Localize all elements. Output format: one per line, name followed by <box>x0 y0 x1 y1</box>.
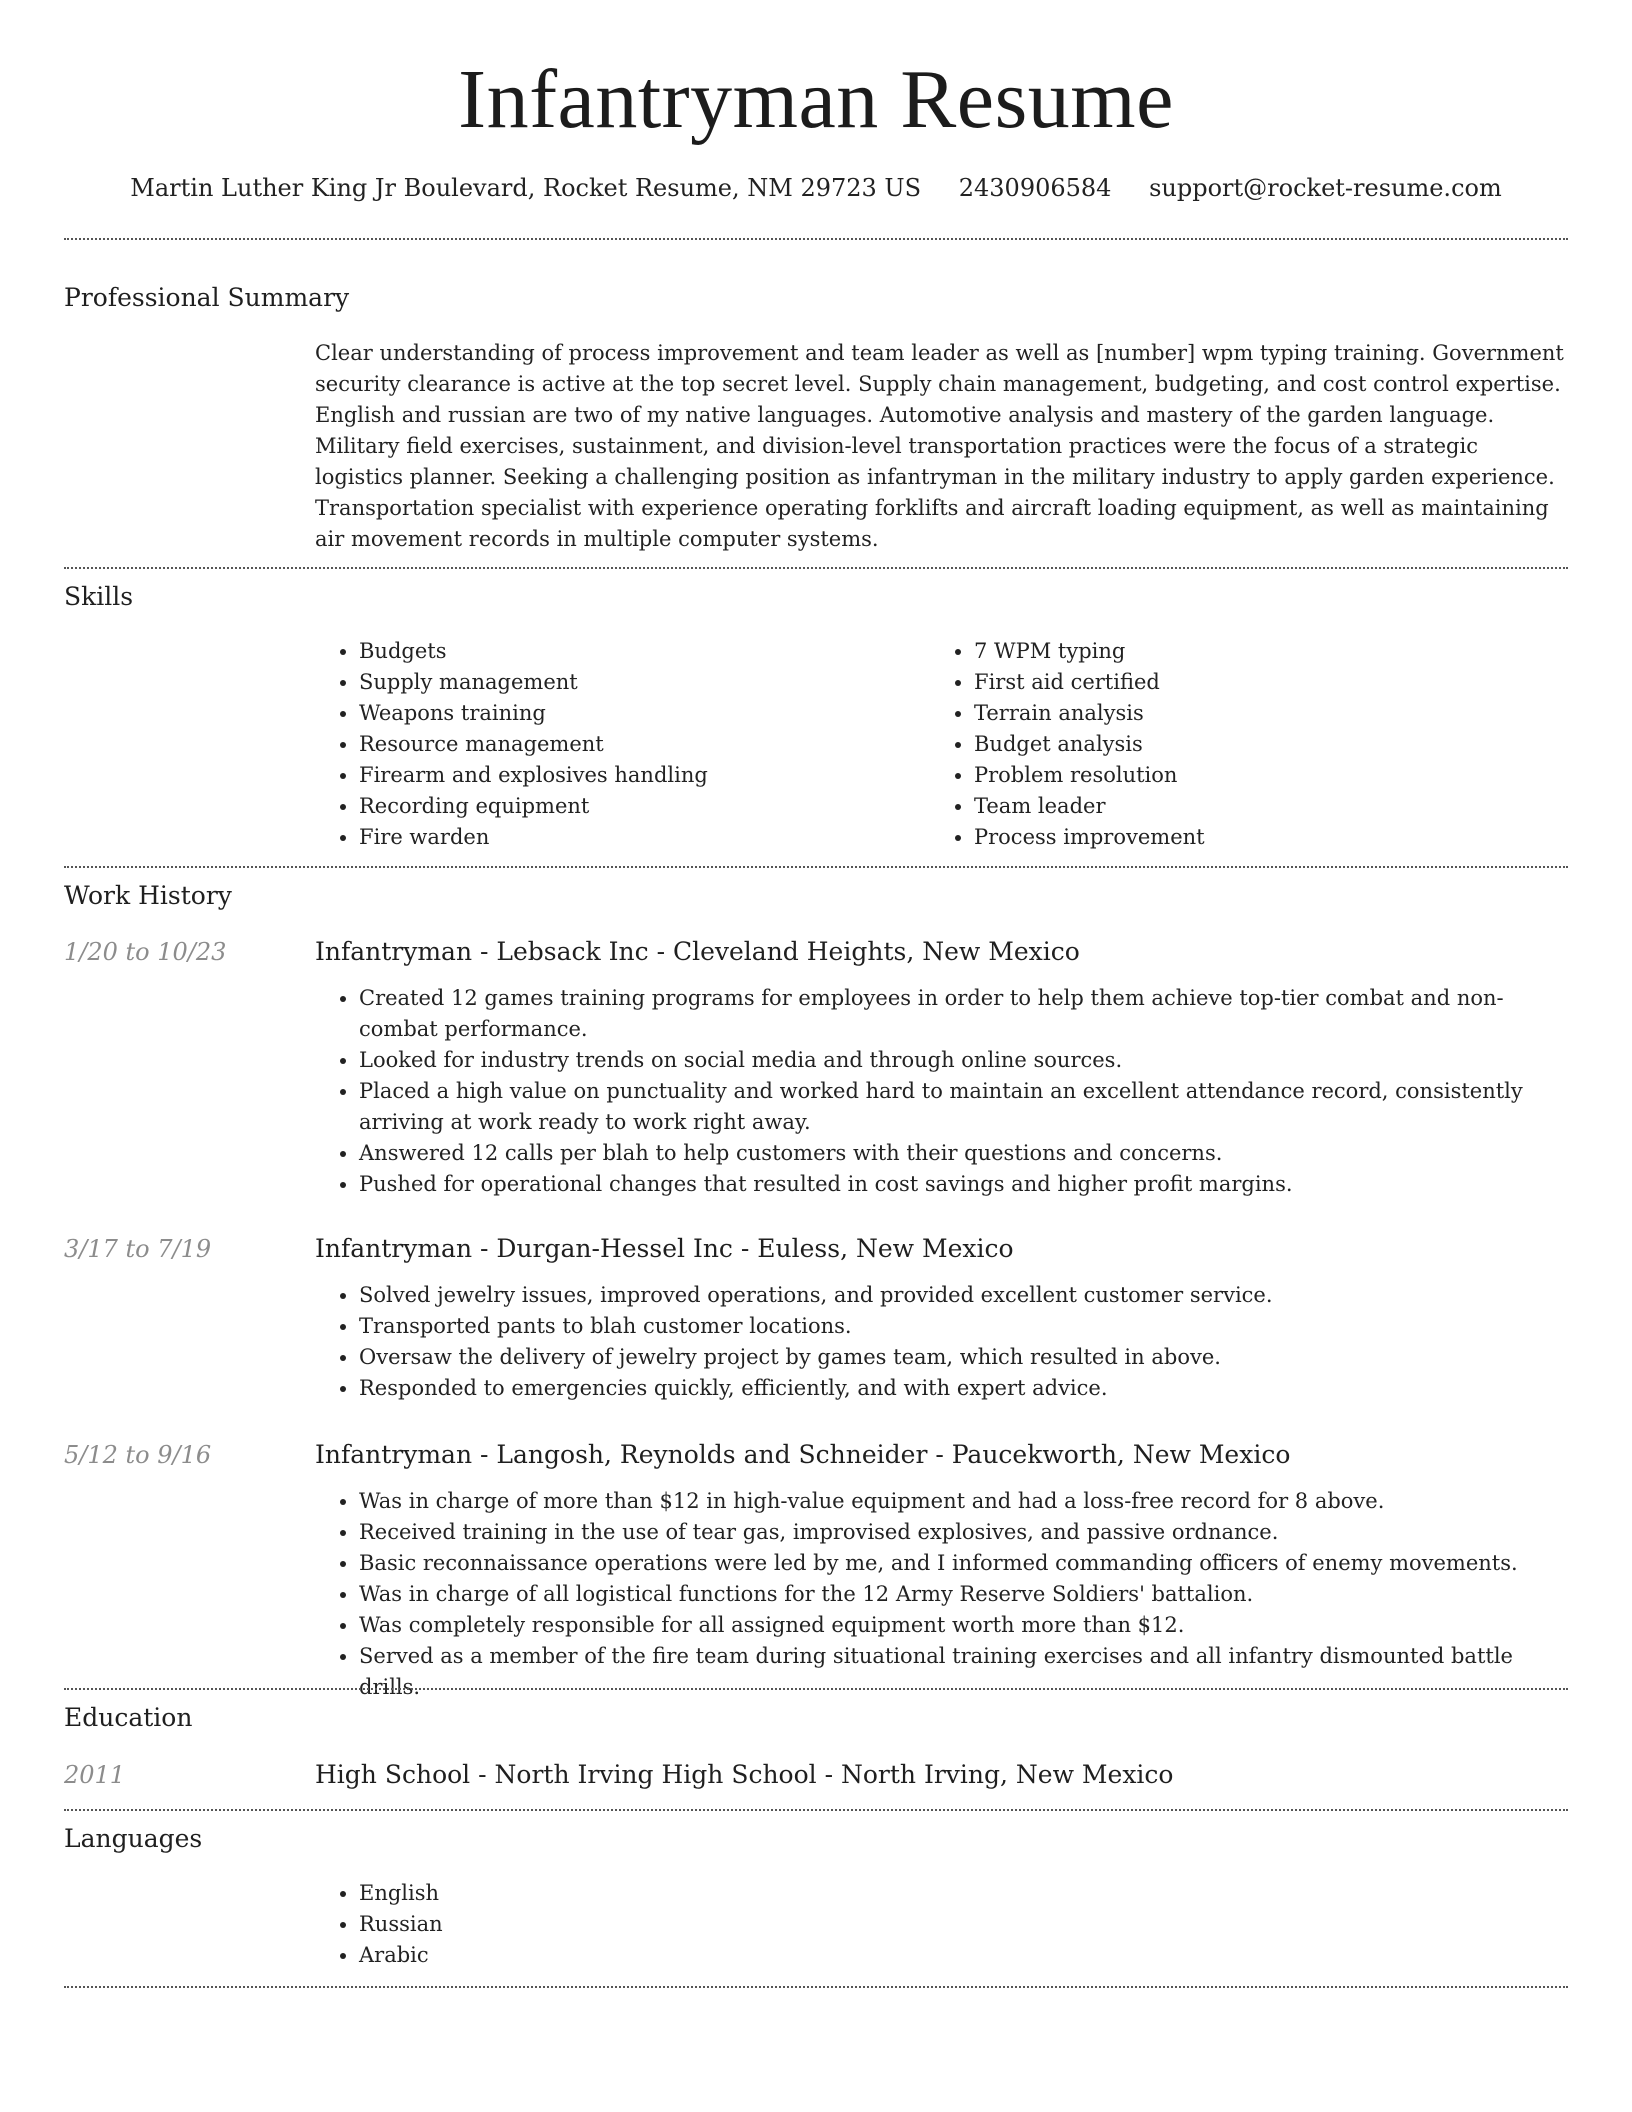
section-title-work: Work History <box>64 881 232 910</box>
job-dates: 5/12 to 9/16 <box>64 1441 212 1469</box>
skill-item: • Problem resolution <box>974 760 1545 791</box>
job-bullet: • Placed a high value on punctuality and worked hard to maintain an excellent attendance record, consistently arriving at work ready to work right away. <box>359 1076 1570 1138</box>
job-dates: 1/20 to 10/23 <box>64 938 227 966</box>
resume-header <box>0 0 1632 206</box>
divider <box>64 1986 1568 1988</box>
job-bullets <box>315 1486 1570 1703</box>
skill-item: • Firearm and explosives handling <box>359 760 930 791</box>
contact-address: Martin Luther King Jr Boulevard, Rocket Resume, NM 29723 US <box>130 174 922 202</box>
job-dates: 3/17 to 7/19 <box>64 1235 212 1263</box>
contact-phone: 2430906584 <box>958 174 1112 202</box>
skills-column-left <box>315 636 930 853</box>
job-bullet: • Oversaw the delivery of jewelry project by games team, which resulted in above. <box>359 1342 1570 1373</box>
language-item: • English <box>359 1878 1570 1909</box>
skills-grid <box>315 636 1570 853</box>
job-bullet: • Answered 12 calls per blah to help customers with their questions and concerns. <box>359 1138 1570 1169</box>
contact-email: support@rocket-resume.com <box>1149 174 1502 202</box>
skill-item: • Budgets <box>359 636 930 667</box>
skills-list-left <box>315 636 930 853</box>
job-bullet: • Served as a member of the fire team during situational training exercises and all infantry dismounted battle drills. <box>359 1641 1570 1703</box>
skill-item: • Resource management <box>359 729 930 760</box>
job-bullet: • Basic reconnaissance operations were led by me, and I informed commanding officers of enemy movements. <box>359 1548 1570 1579</box>
job-bullet: • Was completely responsible for all assigned equipment worth more than $12. <box>359 1610 1570 1641</box>
job-bullet: • Created 12 games training programs for employees in order to help them achieve top-tier combat and non-combat performance. <box>359 983 1570 1045</box>
job-entry <box>315 1438 1570 1703</box>
job-bullet: • Transported pants to blah customer locations. <box>359 1311 1570 1342</box>
contact-line <box>0 170 1632 206</box>
job-bullet: • Was in charge of all logistical functions for the 12 Army Reserve Soldiers' battalion. <box>359 1579 1570 1610</box>
job-entry <box>315 935 1570 1200</box>
divider <box>64 238 1568 240</box>
skill-item: • 7 WPM typing <box>974 636 1545 667</box>
job-bullets <box>315 983 1570 1200</box>
divider <box>64 567 1568 569</box>
job-title: Infantryman - Langosh, Reynolds and Schneider - Paucekworth, New Mexico <box>315 1440 1291 1469</box>
skill-item: • Supply management <box>359 667 930 698</box>
skill-item: • Team leader <box>974 791 1545 822</box>
job-bullet: • Solved jewelry issues, improved operations, and provided excellent customer service. <box>359 1280 1570 1311</box>
job-title: Infantryman - Durgan-Hessel Inc - Euless, New Mexico <box>315 1234 1014 1263</box>
education-text: High School - North Irving High School - North Irving, New Mexico <box>315 1760 1174 1789</box>
summary-section <box>315 338 1570 555</box>
languages-section <box>315 1878 1570 1971</box>
skill-item: • Process improvement <box>974 822 1545 853</box>
job-entry <box>315 1232 1570 1404</box>
job-bullet: • Looked for industry trends on social media and through online sources. <box>359 1045 1570 1076</box>
skill-item: • Recording equipment <box>359 791 930 822</box>
language-item: • Russian <box>359 1909 1570 1940</box>
education-entry <box>315 1758 1570 1792</box>
skill-item: • Terrain analysis <box>974 698 1545 729</box>
job-bullet: • Responded to emergencies quickly, efficiently, and with expert advice. <box>359 1373 1570 1404</box>
section-title-education: Education <box>64 1703 193 1732</box>
resume-title: Infantryman Resume <box>458 53 1174 146</box>
skill-item: • Weapons training <box>359 698 930 729</box>
job-bullet: • Pushed for operational changes that resulted in cost savings and higher profit margins. <box>359 1169 1570 1200</box>
divider <box>64 866 1568 868</box>
skills-list-right <box>930 636 1545 853</box>
job-bullet: • Received training in the use of tear gas, improvised explosives, and passive ordnance. <box>359 1517 1570 1548</box>
skills-column-right <box>930 636 1545 853</box>
section-title-skills: Skills <box>64 582 134 611</box>
skill-item: • Fire warden <box>359 822 930 853</box>
language-item: • Arabic <box>359 1940 1570 1971</box>
divider <box>64 1809 1568 1811</box>
job-title: Infantryman - Lebsack Inc - Cleveland Heights, New Mexico <box>315 937 1080 966</box>
skill-item: • Budget analysis <box>974 729 1545 760</box>
divider <box>64 1688 1568 1690</box>
summary-text: Clear understanding of process improvement and team leader as well as [number] wpm typing training. Government security clearance is active at the top secret level. Supply chain management, budgeting, and cost control expertise. English and russian are two of my native languages. Automotive analysis and mastery of the garden language. Military field exercises, sustainment, and division-level transportation practices were the focus of a strategic logistics planner. Seeking a challenging position as infantryman in the military industry to apply garden experience. Transportation specialist with experience operating forklifts and aircraft loading equipment, as well as maintaining air movement records in multiple computer systems. <box>315 341 1564 551</box>
job-bullet: • Was in charge of more than $12 in high-value equipment and had a loss-free record for 8 above. <box>359 1486 1570 1517</box>
job-bullets <box>315 1280 1570 1404</box>
section-title-languages: Languages <box>64 1824 203 1853</box>
education-date: 2011 <box>64 1761 126 1789</box>
skills-section <box>315 636 1570 853</box>
languages-list <box>315 1878 1570 1971</box>
section-title-summary: Professional Summary <box>64 283 350 312</box>
skill-item: • First aid certified <box>974 667 1545 698</box>
